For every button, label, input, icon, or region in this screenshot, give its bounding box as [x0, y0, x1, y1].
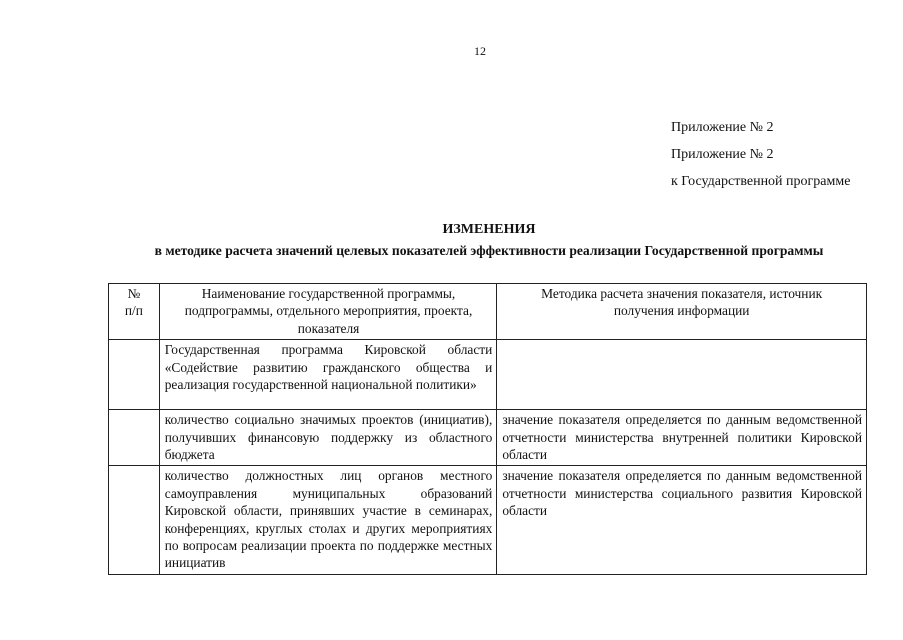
row-3-name: количество должностных лиц органов местного самоуправления муниципальных образований Кировской области, принявших участие в семинарах, конференциях, круглых столах и других мероприятиях по вопросам реализации проекта по поддержке местных инициатив — [159, 466, 497, 574]
table-row — [109, 466, 867, 574]
row-2-method: значение показателя определяется по данным ведомственной отчетности министерства внутренней политики Кировской области — [497, 410, 867, 466]
appendix-line-3: к Государственной программе — [671, 174, 851, 189]
table-header-row — [109, 284, 867, 340]
header-name: Наименование государственной программы, подпрограммы, отдельного мероприятия, проекта, показателя — [159, 284, 497, 340]
header-method: Методика расчета значения показателя, источник получения информации — [497, 284, 867, 340]
changes-table — [108, 283, 867, 575]
page-number: 12 — [474, 44, 486, 58]
row-3-num — [109, 466, 160, 574]
appendix-line-1: Приложение № 2 — [671, 120, 774, 135]
row-1-method — [497, 340, 867, 410]
document-title: ИЗМЕНЕНИЯ — [442, 222, 536, 237]
header-num: № п/п — [109, 284, 160, 340]
row-1-num — [109, 340, 160, 410]
appendix-block — [671, 114, 850, 195]
table-row — [109, 410, 867, 466]
table-row — [109, 340, 867, 410]
row-2-num — [109, 410, 160, 466]
row-2-name: количество социально значимых проектов (инициатив), получивших финансовую поддержку из областного бюджета — [159, 410, 497, 466]
row-1-name: Государственная программа Кировской области «Содействие развитию гражданского общества и реализация государственной национальной политики» — [159, 340, 497, 410]
row-3-method: значение показателя определяется по данным ведомственной отчетности министерства социального развития Кировской области — [497, 466, 867, 574]
appendix-line-2: Приложение № 2 — [671, 147, 774, 162]
document-subtitle: в методике расчета значений целевых показателей эффективности реализации Государственной программы — [154, 243, 824, 258]
